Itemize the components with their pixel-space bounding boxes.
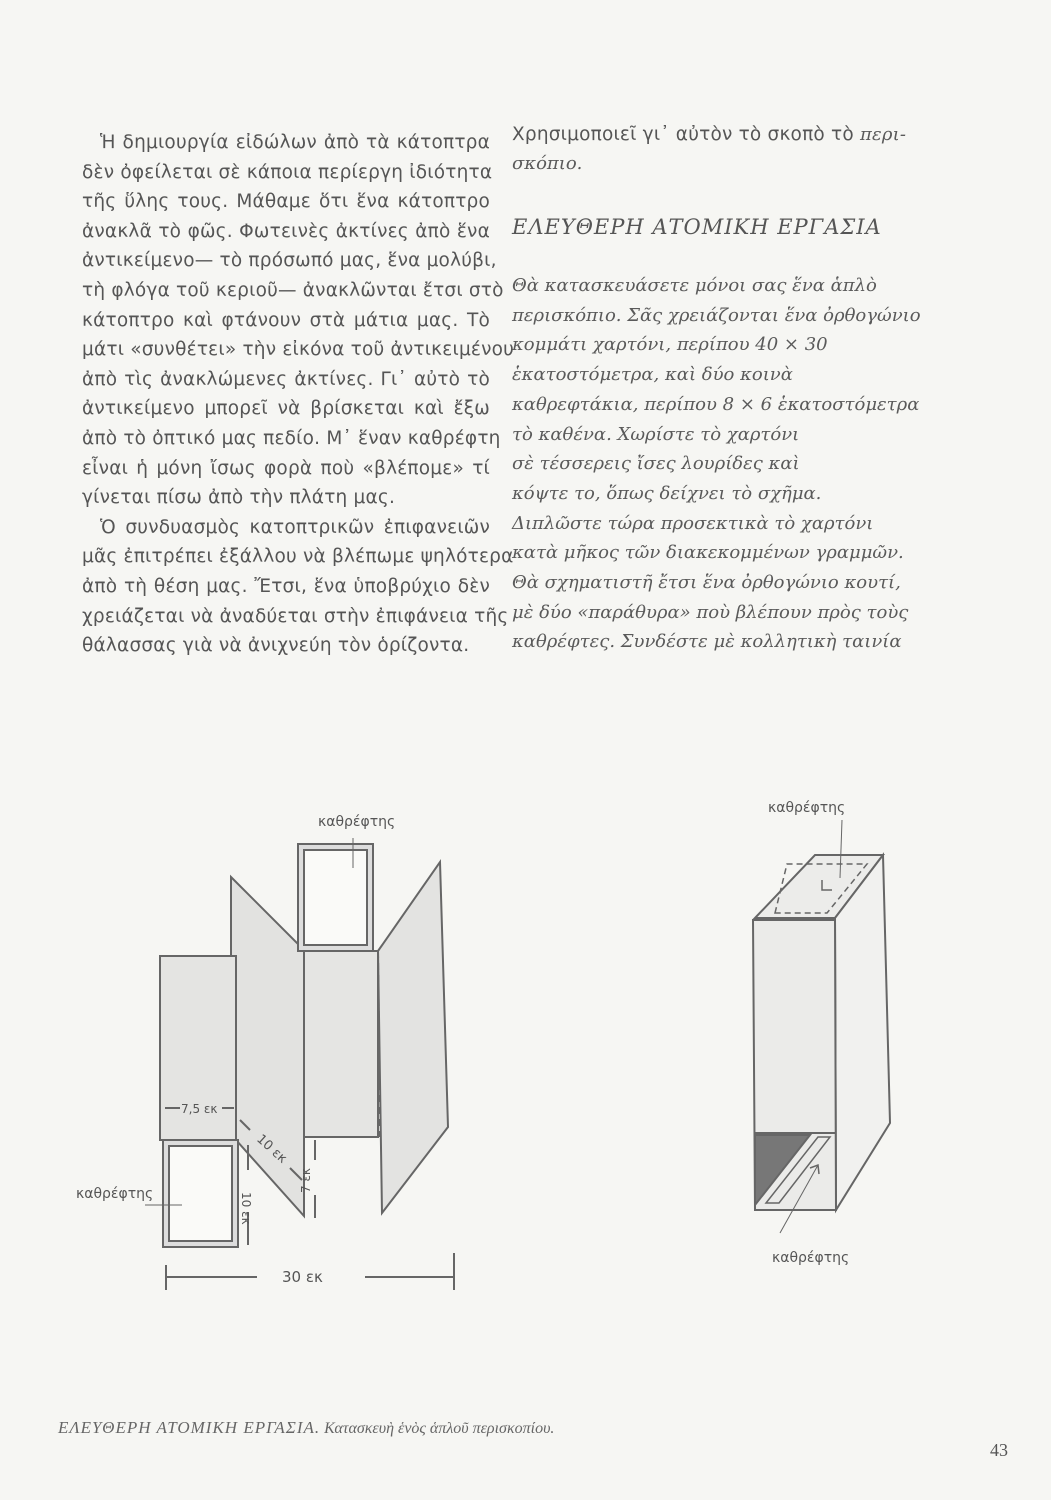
net-panel-2 — [231, 877, 304, 1216]
instruction-line: μὲ δύο «παράθυρα» ποὺ βλέπουν πρὸς τοὺς — [512, 601, 909, 623]
left-text-line: Ἡ δημιουργία εἰδώλων ἀπὸ τὰ κάτοπτρα — [100, 132, 490, 153]
caption-title: ΕΛΕΥΘΕΡΗ ΑΤΟΜΙΚΗ ΕΡΓΑΣΙΑ. — [58, 1418, 321, 1437]
left-text-line: Ὁ συνδυασμὸς κατοπτρικῶν ἐπιφανειῶν — [100, 516, 490, 538]
left-text-line: ἀπὸ τὸ ὀπτικό μας πεδίο. Μ᾽ ἕναν καθρέφτη — [82, 428, 501, 449]
left-text-line: εἶναι ἡ μόνη ἴσως φορὰ ποὺ «βλέπομε» τί — [82, 457, 490, 479]
left-text-line: ἀνακλᾶ τὸ φῶς. Φωτεινὲς ἀκτίνες ἀπὸ ἕνα — [82, 220, 490, 242]
left-text-line: θάλασσας γιὰ νὰ ἀνιχνεύη τὸν ὁρίζοντα. — [82, 635, 470, 657]
box-mirror-label-bottom: καθρέφτης — [772, 1250, 850, 1266]
left-text-line: ἀπὸ τὶς ἀνακλώμενες ἀκτίνες. Γι᾽ αὐτὸ τὸ — [82, 368, 490, 390]
intro-line-2: σκόπιο. — [512, 153, 583, 174]
caption-text: Κατασκευὴ ἑνὸς ἁπλοῦ περισκοπίου. — [324, 1420, 555, 1437]
net-panel-3 — [304, 951, 378, 1137]
mirror-label-bottom: καθρέφτης — [76, 1186, 154, 1202]
instruction-line: τὸ καθένα. Χωρίστε τὸ χαρτόνι — [512, 423, 800, 445]
instruction-line: Διπλῶστε τώρα προσεκτικὰ τὸ χαρτόνι — [512, 512, 874, 534]
instruction-line: κομμάτι χαρτόνι, περίπου 40 × 30 — [512, 334, 828, 356]
instruction-line: περισκόπιο. Σᾶς χρειάζονται ἕνα ὀρθογώνιο — [512, 304, 921, 326]
dim-mirror-height: 10 εκ — [239, 1192, 253, 1225]
intro-italic: περι- — [859, 124, 907, 145]
mirror-label-top: καθρέφτης — [318, 814, 396, 830]
left-text-line: μάτι «συνθέτει» τὴν εἰκόνα τοῦ ἀντικειμένου — [82, 339, 515, 361]
instruction-line: καθρεφτάκια, περίπου 8 × 6 ἑκατοστόμετρα — [512, 393, 920, 415]
instruction-line: Θὰ σχηματιστῆ ἔτσι ἕνα ὀρθογώνιο κουτί, — [512, 572, 901, 593]
left-text-line: ἀντικείμενο— τὸ πρόσωπό μας, ἕνα μολύβι, — [82, 250, 497, 272]
left-text-line: ἀντικείμενο μπορεῖ νὰ βρίσκεται καὶ ἔξω — [82, 398, 490, 420]
page-number: 43 — [990, 1440, 1008, 1460]
left-text-line: κάτοπτρο καὶ φτάνουν στὰ μάτια μας. Τὸ — [82, 309, 490, 331]
left-text-line: τὴ φλόγα τοῦ κεριοῦ— ἀνακλῶνται ἔτσι στὸ — [82, 280, 504, 301]
instruction-line: καθρέφτες. Συνδέστε μὲ κολλητικὴ ταινία — [512, 631, 902, 653]
box-mirror-label-top: καθρέφτης — [768, 800, 846, 816]
intro-text: Χρησιμοποιεῖ γι᾽ αὐτὸν τὸ σκοπὸ τὸ — [512, 124, 854, 145]
left-text-line: γίνεται πίσω ἀπὸ τὴν πλάτη μας. — [82, 487, 396, 509]
left-text-line: χρειάζεται νὰ ἀναδύεται στὴν ἐπιφάνεια τῆς — [82, 605, 509, 627]
instruction-line: σὲ τέσσερεις ἴσες λουρίδες καὶ — [512, 453, 800, 475]
net-panel-4 — [378, 862, 448, 1213]
instruction-line: κόψτε το, ὅπως δείχνει τὸ σχῆμα. — [512, 482, 822, 504]
left-text-line: ἀπὸ τὴ θέση μας. Ἔτσι, ἕνα ὑποβρύχιο δὲν — [82, 576, 490, 597]
left-text-line: τῆς ὕλης τους. Μάθαμε ὅτι ἕνα κάτοπτρο — [82, 191, 490, 213]
dim-gap: 7 εκ — [299, 1167, 313, 1193]
dim-total: 30 εκ — [282, 1268, 323, 1286]
dim-strip-width: 7,5 εκ — [181, 1102, 218, 1116]
instruction-line: κατὰ μῆκος τῶν διακεκομμένων γραμμῶν. — [512, 542, 904, 564]
dim-diagonal: 10 εκ — [253, 1131, 290, 1167]
instruction-line: Θὰ κατασκευάσετε μόνοι σας ἕνα ἁπλὸ — [512, 275, 877, 296]
left-text-line: μᾶς ἐπιτρέπει ἐξάλλου νὰ βλέπωμε ψηλότερα — [82, 546, 514, 568]
left-text-line: δὲν ὀφείλεται σὲ κάποια περίεργη ἰδιότητα — [82, 161, 493, 183]
instruction-line: ἑκατοστόμετρα, καὶ δύο κοινὰ — [512, 364, 793, 386]
section-heading: ΕΛΕΥΘΕΡΗ ΑΤΟΜΙΚΗ ΕΡΓΑΣΙΑ — [512, 215, 882, 239]
figure-caption — [58, 1418, 554, 1438]
